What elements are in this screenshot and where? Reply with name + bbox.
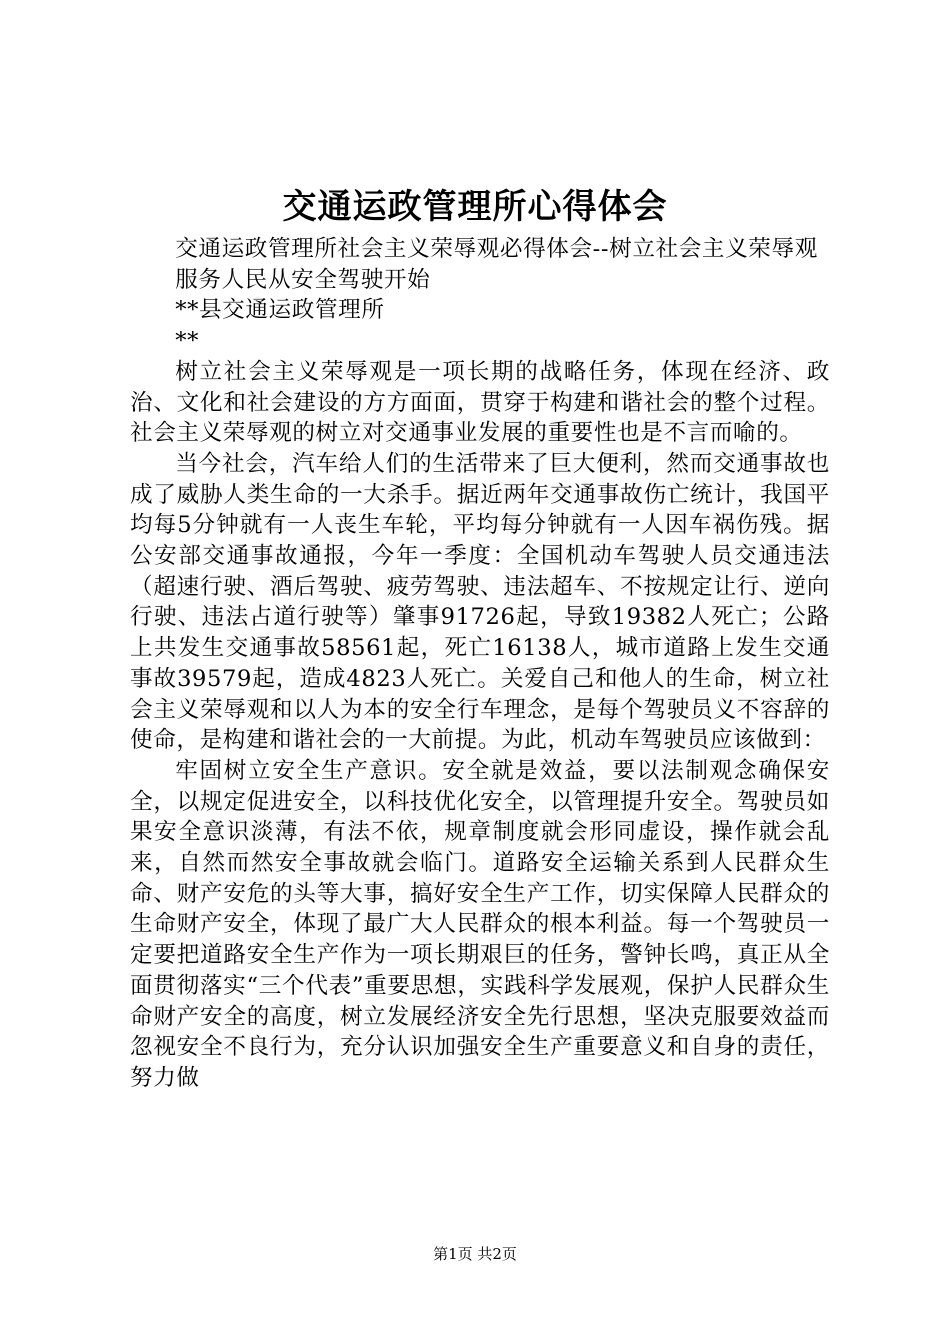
paragraph-slogan: 服务人民从安全驾驶开始	[175, 266, 431, 293]
page-title: 交通运政管理所心得体会	[282, 187, 668, 227]
paragraph-organization: **县交通运政管理所	[175, 297, 385, 324]
document-body	[130, 234, 830, 1094]
paragraph-statistics: 当今社会，汽车给人们的生活带来了巨大便利，然而交通事故也成了威胁人类生命的一大杀手。据近两年交通事故伤亡统计，我国平均每5分钟就有一人丧生车轮，平均每分钟就有一人因车祸伤残。据公安部交通事故通报，今年一季度：全国机动车驾驶人员交通违法（超速行驶、酒后驾驶、疲劳驾驶、违法超车、不按规定让行、逆向行驶、违法占道行驶等）肇事91726起，导致19382人死亡；公路上共发生交通事故58561起，死亡16138人，城市道路上发生交通事故39579起，造成4823人死亡。关爱自己和他人的生命，树立社会主义荣辱观和以人为本的安全行车理念，是每个驾驶员义不容辞的使命，是构建和谐社会的一大前提。为此，机动车驾驶员应该做到：	[130, 450, 830, 754]
paragraph-author: **	[175, 328, 199, 355]
page-footer: 第1页 共2页	[433, 1245, 517, 1263]
paragraph-intro: 树立社会主义荣辱观是一项长期的战略任务，体现在经济、政治、文化和社会建设的方方面面，贯穿于构建和谐社会的整个过程。社会主义荣辱观的树立对交通事业发展的重要性也是不言而喻的。	[130, 358, 830, 447]
paragraph-subtitle: 交通运政管理所社会主义荣辱观必得体会--树立社会主义荣辱观	[175, 236, 818, 262]
paragraph-safety-awareness: 牢固树立安全生产意识。安全就是效益，要以法制观念确保安全，以规定促进安全，以科技优化安全，以管理提升安全。驾驶员如果安全意识淡薄，有法不依，规章制度就会形同虚设，操作就会乱来，自然而然安全事故就会临门。道路安全运输关系到人民群众生命、财产安危的头等大事，搞好安全生产工作，切实保障人民群众的生命财产安全，体现了最广大人民群众的根本利益。每一个驾驶员一定要把道路安全生产作为一项长期艰巨的任务，警钟长鸣，真正从全面贯彻落实“三个代表”重要思想，实践科学发展观，保护人民群众生命财产安全的高度，树立发展经济安全先行思想，坚决克服要效益而忽视安全不良行为，充分认识加强安全生产重要意义和自身的责任，努力做	[130, 757, 830, 1091]
